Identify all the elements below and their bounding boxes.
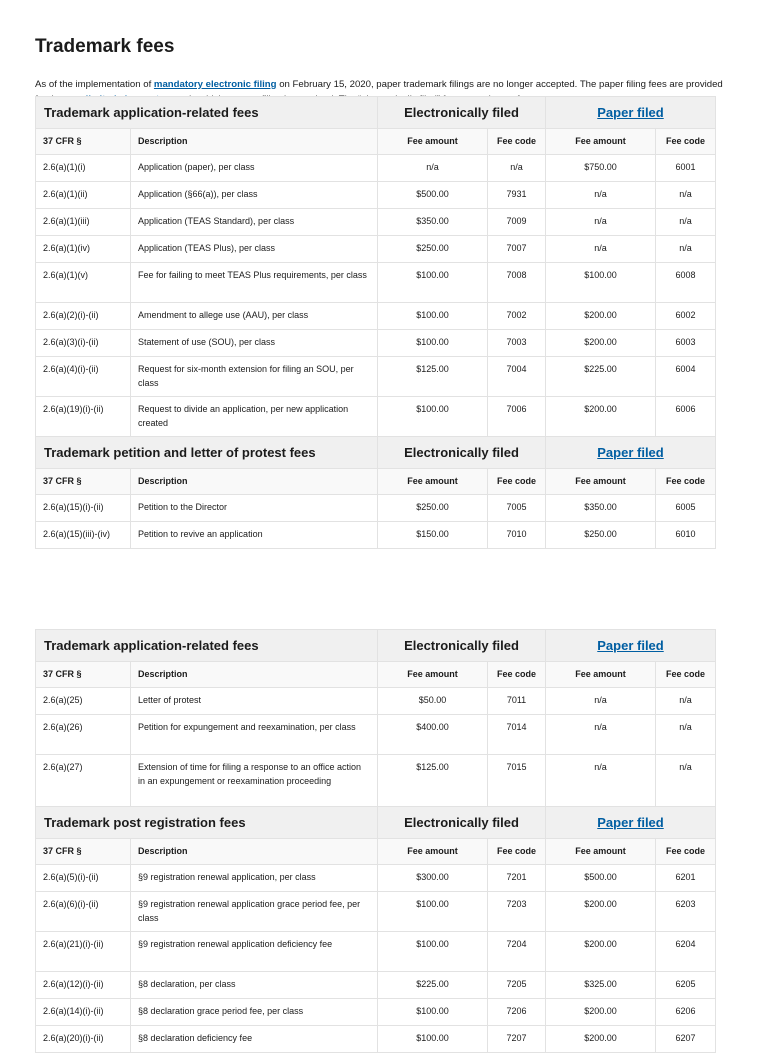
cfr-column-header: 37 CFR §: [36, 129, 131, 155]
electronic-fee-code-header: Fee code: [488, 129, 546, 155]
table-row: [36, 865, 716, 892]
description-cell: §8 declaration grace period fee, per class: [131, 999, 378, 1026]
paper-filed-heading: [546, 97, 716, 129]
table-row: [36, 688, 716, 715]
cfr-cell: 2.6(a)(14)(i)-(ii): [36, 999, 131, 1026]
paper-fee-amount-cell: $200.00: [546, 892, 656, 932]
paper-fee-code-cell: 6002: [656, 303, 716, 330]
electronic-fee-code-cell: 7006: [488, 397, 546, 437]
table-row: [36, 972, 716, 999]
intro-text: on February 15, 2020, paper trademark filings are no longer accepted. The paper filing fees are provided: [279, 78, 723, 90]
electronically-filed-heading: Electronically filed: [378, 630, 546, 662]
description-cell: Request for six-month extension for filing an SOU, per class: [131, 357, 378, 397]
electronically-filed-heading: Electronically filed: [378, 97, 546, 129]
electronic-fee-amount-cell: $50.00: [378, 688, 488, 715]
electronic-fee-amount-cell: $300.00: [378, 865, 488, 892]
paper-fee-amount-cell: n/a: [546, 688, 656, 715]
electronic-fee-code-cell: 7005: [488, 495, 546, 522]
electronic-fee-amount-cell: $100.00: [378, 1026, 488, 1053]
paper-fee-code-cell: 6001: [656, 155, 716, 182]
paper-fee-code-cell: 6207: [656, 1026, 716, 1053]
column-header-row: [36, 839, 716, 865]
description-cell: Statement of use (SOU), per class: [131, 330, 378, 357]
table-row: [36, 236, 716, 263]
intro-text: As of the implementation of: [35, 78, 154, 90]
paper-fee-amount-cell: $350.00: [546, 495, 656, 522]
electronic-fee-code-cell: 7011: [488, 688, 546, 715]
paper-fee-code-cell: n/a: [656, 209, 716, 236]
table-row: [36, 999, 716, 1026]
paper-fee-code-header: Fee code: [656, 469, 716, 495]
cfr-cell: 2.6(a)(6)(i)-(ii): [36, 892, 131, 932]
description-cell: Fee for failing to meet TEAS Plus requirements, per class: [131, 263, 378, 303]
cfr-cell: 2.6(a)(15)(i)-(ii): [36, 495, 131, 522]
cfr-cell: 2.6(a)(15)(iii)-(iv): [36, 522, 131, 549]
paper-fee-code-cell: n/a: [656, 755, 716, 807]
electronic-fee-amount-cell: $400.00: [378, 715, 488, 755]
cfr-cell: 2.6(a)(3)(i)-(ii): [36, 330, 131, 357]
description-cell: §9 registration renewal application grace period fee, per class: [131, 892, 378, 932]
paper-filed-heading: [546, 437, 716, 469]
paper-fee-amount-cell: n/a: [546, 715, 656, 755]
paper-fee-amount-cell: n/a: [546, 209, 656, 236]
paper-fee-amount-header: Fee amount: [546, 469, 656, 495]
electronic-fee-code-cell: 7008: [488, 263, 546, 303]
paper-fee-code-header: Fee code: [656, 129, 716, 155]
column-header-row: [36, 129, 716, 155]
paper-filed-link[interactable]: Paper filed: [597, 814, 664, 830]
paper-fee-code-cell: 6005: [656, 495, 716, 522]
section-heading: Trademark post registration fees: [36, 807, 378, 839]
electronic-fee-amount-cell: n/a: [378, 155, 488, 182]
description-column-header: Description: [131, 662, 378, 688]
description-cell: Request to divide an application, per new application created: [131, 397, 378, 437]
description-cell: §9 registration renewal application, per class: [131, 865, 378, 892]
electronic-fee-amount-header: Fee amount: [378, 662, 488, 688]
electronic-fee-code-header: Fee code: [488, 469, 546, 495]
electronically-filed-heading: Electronically filed: [378, 807, 546, 839]
electronic-fee-code-cell: 7207: [488, 1026, 546, 1053]
electronic-fee-code-cell: 7205: [488, 972, 546, 999]
cfr-cell: 2.6(a)(1)(iv): [36, 236, 131, 263]
paper-fee-amount-cell: $325.00: [546, 972, 656, 999]
paper-fee-amount-header: Fee amount: [546, 662, 656, 688]
electronically-filed-heading: Electronically filed: [378, 437, 546, 469]
cfr-cell: 2.6(a)(1)(iii): [36, 209, 131, 236]
paper-filed-heading: [546, 807, 716, 839]
table-row: [36, 522, 716, 549]
paper-filed-heading: [546, 630, 716, 662]
paper-fee-code-cell: 6008: [656, 263, 716, 303]
table-row: [36, 182, 716, 209]
electronic-fee-amount-cell: $250.00: [378, 236, 488, 263]
column-header-row: [36, 469, 716, 495]
column-header-row: [36, 662, 716, 688]
electronic-fee-code-cell: 7015: [488, 755, 546, 807]
electronic-fee-code-header: Fee code: [488, 662, 546, 688]
table-row: [36, 932, 716, 972]
table-row: [36, 495, 716, 522]
electronic-fee-code-cell: 7014: [488, 715, 546, 755]
electronic-fee-code-cell: 7931: [488, 182, 546, 209]
section-heading: Trademark application-related fees: [36, 97, 378, 129]
paper-fee-amount-cell: n/a: [546, 755, 656, 807]
paper-fee-code-header: Fee code: [656, 662, 716, 688]
electronic-fee-code-cell: 7009: [488, 209, 546, 236]
description-cell: Petition to the Director: [131, 495, 378, 522]
description-cell: Application (TEAS Plus), per class: [131, 236, 378, 263]
paper-fee-code-cell: n/a: [656, 715, 716, 755]
electronic-fee-amount-cell: $100.00: [378, 263, 488, 303]
paper-fee-amount-cell: $750.00: [546, 155, 656, 182]
description-cell: §9 registration renewal application deficiency fee: [131, 932, 378, 972]
electronic-fee-amount-cell: $125.00: [378, 755, 488, 807]
electronic-fee-amount-header: Fee amount: [378, 129, 488, 155]
electronic-fee-amount-cell: $100.00: [378, 999, 488, 1026]
paper-fee-amount-cell: $225.00: [546, 357, 656, 397]
paper-fee-amount-cell: $200.00: [546, 999, 656, 1026]
section-header-row: [36, 630, 716, 662]
electronic-fee-code-cell: 7003: [488, 330, 546, 357]
cfr-cell: 2.6(a)(21)(i)-(ii): [36, 932, 131, 972]
electronic-fee-amount-header: Fee amount: [378, 839, 488, 865]
electronic-fee-amount-cell: $100.00: [378, 932, 488, 972]
paper-fee-code-cell: 6010: [656, 522, 716, 549]
paper-filed-link[interactable]: Paper filed: [597, 444, 664, 460]
table-row: [36, 357, 716, 397]
paper-filed-link[interactable]: Paper filed: [597, 104, 664, 120]
cfr-cell: 2.6(a)(20)(i)-(ii): [36, 1026, 131, 1053]
paper-fee-code-cell: 6003: [656, 330, 716, 357]
paper-fee-amount-cell: $200.00: [546, 397, 656, 437]
cfr-cell: 2.6(a)(27): [36, 755, 131, 807]
description-cell: Petition to revive an application: [131, 522, 378, 549]
paper-fee-amount-header: Fee amount: [546, 129, 656, 155]
table-row: [36, 1026, 716, 1053]
table-row: [36, 263, 716, 303]
paper-fee-amount-cell: n/a: [546, 236, 656, 263]
paper-fee-amount-cell: $500.00: [546, 865, 656, 892]
description-cell: Application (TEAS Standard), per class: [131, 209, 378, 236]
description-column-header: Description: [131, 839, 378, 865]
description-cell: Application (paper), per class: [131, 155, 378, 182]
cfr-cell: 2.6(a)(5)(i)-(ii): [36, 865, 131, 892]
table-row: [36, 397, 716, 437]
paper-fee-amount-cell: $100.00: [546, 263, 656, 303]
paper-filed-link[interactable]: Paper filed: [597, 637, 664, 653]
paper-fee-code-cell: 6201: [656, 865, 716, 892]
section-heading: Trademark petition and letter of protest fees: [36, 437, 378, 469]
cfr-cell: 2.6(a)(19)(i)-(ii): [36, 397, 131, 437]
electronic-fee-amount-cell: $350.00: [378, 209, 488, 236]
electronic-fee-code-cell: 7004: [488, 357, 546, 397]
cfr-cell: 2.6(a)(1)(v): [36, 263, 131, 303]
cfr-cell: 2.6(a)(1)(i): [36, 155, 131, 182]
paper-fee-code-cell: 6006: [656, 397, 716, 437]
electronic-fee-code-cell: 7204: [488, 932, 546, 972]
section-header-row: [36, 807, 716, 839]
table-row: [36, 155, 716, 182]
paper-fee-code-cell: 6004: [656, 357, 716, 397]
description-cell: Extension of time for filing a response to an office action in an expungement or reexamination proceeding: [131, 755, 378, 807]
section-header-row: [36, 437, 716, 469]
electronic-fee-code-cell: 7010: [488, 522, 546, 549]
description-cell: Amendment to allege use (AAU), per class: [131, 303, 378, 330]
cfr-cell: 2.6(a)(26): [36, 715, 131, 755]
electronic-fee-code-cell: 7007: [488, 236, 546, 263]
table-row: [36, 892, 716, 932]
electronic-fee-code-cell: 7201: [488, 865, 546, 892]
paper-fee-amount-cell: $200.00: [546, 303, 656, 330]
description-column-header: Description: [131, 469, 378, 495]
paper-fee-amount-cell: $200.00: [546, 330, 656, 357]
table-row: [36, 330, 716, 357]
paper-fee-code-cell: 6203: [656, 892, 716, 932]
paper-fee-amount-cell: n/a: [546, 182, 656, 209]
electronic-fee-amount-cell: $100.00: [378, 303, 488, 330]
paper-fee-amount-cell: $250.00: [546, 522, 656, 549]
electronic-fee-amount-cell: $225.00: [378, 972, 488, 999]
paper-fee-code-cell: 6204: [656, 932, 716, 972]
cfr-cell: 2.6(a)(1)(ii): [36, 182, 131, 209]
electronic-fee-amount-cell: $100.00: [378, 330, 488, 357]
electronic-fee-code-cell: 7206: [488, 999, 546, 1026]
description-cell: Letter of protest: [131, 688, 378, 715]
description-cell: Application (§66(a)), per class: [131, 182, 378, 209]
section-header-row: [36, 97, 716, 129]
paper-fee-code-cell: n/a: [656, 236, 716, 263]
cfr-cell: 2.6(a)(4)(i)-(ii): [36, 357, 131, 397]
paper-fee-amount-header: Fee amount: [546, 839, 656, 865]
mandatory-electronic-filing-link[interactable]: mandatory electronic filing: [153, 78, 277, 90]
electronic-fee-amount-cell: $100.00: [378, 397, 488, 437]
table-body: [36, 97, 716, 549]
electronic-fee-code-cell: 7203: [488, 892, 546, 932]
table-body: [36, 630, 716, 1053]
cfr-cell: 2.6(a)(2)(i)-(ii): [36, 303, 131, 330]
paper-fee-amount-cell: $200.00: [546, 1026, 656, 1053]
electronic-fee-amount-cell: $500.00: [378, 182, 488, 209]
table-row: [36, 209, 716, 236]
cfr-column-header: 37 CFR §: [36, 839, 131, 865]
paper-fee-code-cell: n/a: [656, 688, 716, 715]
section-heading: Trademark application-related fees: [36, 630, 378, 662]
description-cell: §8 declaration, per class: [131, 972, 378, 999]
description-cell: Petition for expungement and reexamination, per class: [131, 715, 378, 755]
electronic-fee-amount-cell: $150.00: [378, 522, 488, 549]
cfr-cell: 2.6(a)(25): [36, 688, 131, 715]
page-title: Trademark fees: [35, 36, 175, 57]
electronic-fee-code-cell: n/a: [488, 155, 546, 182]
cfr-column-header: 37 CFR §: [36, 662, 131, 688]
paper-fee-code-cell: 6206: [656, 999, 716, 1026]
table-row: [36, 715, 716, 755]
paper-fee-code-cell: n/a: [656, 182, 716, 209]
paper-fee-code-cell: 6205: [656, 972, 716, 999]
fee-table: [35, 96, 716, 549]
description-column-header: Description: [131, 129, 378, 155]
electronic-fee-code-header: Fee code: [488, 839, 546, 865]
cfr-column-header: 37 CFR §: [36, 469, 131, 495]
electronic-fee-amount-cell: $100.00: [378, 892, 488, 932]
electronic-fee-amount-cell: $250.00: [378, 495, 488, 522]
table-row: [36, 755, 716, 807]
electronic-fee-amount-header: Fee amount: [378, 469, 488, 495]
paper-fee-amount-cell: $200.00: [546, 932, 656, 972]
description-cell: §8 declaration deficiency fee: [131, 1026, 378, 1053]
electronic-fee-code-cell: 7002: [488, 303, 546, 330]
paper-fee-code-header: Fee code: [656, 839, 716, 865]
cfr-cell: 2.6(a)(12)(i)-(ii): [36, 972, 131, 999]
electronic-fee-amount-cell: $125.00: [378, 357, 488, 397]
fee-table: [35, 629, 716, 1053]
table-row: [36, 303, 716, 330]
